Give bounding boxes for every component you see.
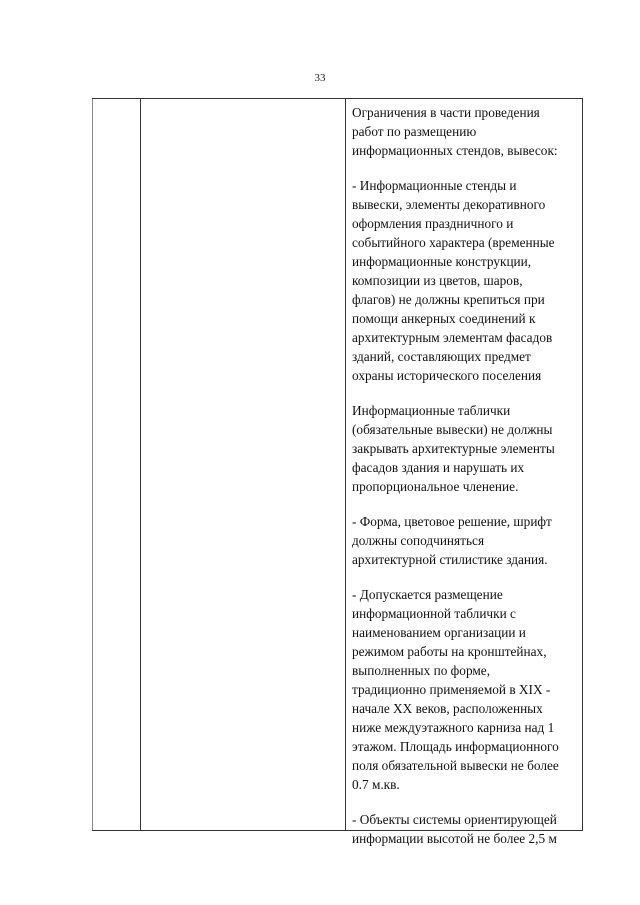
paragraph-line: информационные конструкции, (352, 254, 532, 269)
paragraph-line: архитектурным элементам фасадов (352, 330, 553, 345)
paragraph-line: традиционно применяемой в XIX - (352, 682, 551, 697)
restriction-paragraph (352, 176, 582, 385)
paragraph-line: пропорциональное членение. (352, 479, 519, 494)
paragraph-line: начале XX веков, расположенных (352, 701, 543, 716)
paragraph-line: - Форма, цветовое решение, шрифт (352, 514, 552, 529)
regulation-table (92, 98, 583, 846)
paragraph-line: флагов) не должны крепиться при (352, 292, 545, 307)
paragraph-line: зданий, составляющих предмет (352, 349, 531, 364)
paragraph-line: композиции из цветов, шаров, (352, 273, 523, 288)
paragraph-line: - Допускается размещение (352, 587, 503, 602)
paragraph-line: этажом. Площадь информационного (352, 739, 559, 754)
paragraph-line: - Информационные стенды и (352, 178, 517, 193)
paragraph-line: информационной таблички с (352, 606, 516, 621)
paragraph-line: помощи анкерных соединений к (352, 311, 536, 326)
paragraph-line: оформления праздничного и (352, 216, 514, 231)
paragraph-line: поля обязательной вывески не более (352, 758, 559, 773)
restriction-paragraph (352, 810, 582, 848)
table-border-left (92, 99, 93, 830)
restriction-paragraph (352, 401, 582, 496)
paragraph-line: закрывать архитектурные элементы (352, 441, 555, 456)
paragraph-line: охраны исторического поселения (352, 368, 542, 383)
paragraph-line: архитектурной стилистике здания. (352, 552, 548, 567)
paragraph-line: вывески, элементы декоративного (352, 197, 546, 212)
paragraph-line: выполненных по форме, (352, 663, 491, 678)
paragraph-line: (обязательные вывески) не должны (352, 422, 553, 437)
paragraph-line: Информационные таблички (352, 403, 511, 418)
restriction-paragraph (352, 103, 582, 160)
table-column-divider-2 (345, 99, 346, 830)
paragraph-line: ниже междуэтажного карниза над 1 (352, 720, 555, 735)
paragraph-line: наименованием организации и (352, 625, 526, 640)
paragraph-line: 0.7 м.кв. (352, 777, 400, 792)
table-column-divider-1 (140, 99, 141, 830)
restriction-paragraph (352, 585, 582, 794)
paragraph-line: событийного характера (временные (352, 235, 555, 250)
paragraph-line: режимом работы на кронштейнах, (352, 644, 547, 659)
paragraph-line: информационных стендов, вывесок: (352, 143, 558, 158)
paragraph-line: Ограничения в части проведения (352, 105, 540, 120)
paragraph-line: фасадов здания и нарушать их (352, 460, 525, 475)
paragraph-line: работ по размещению (352, 124, 477, 139)
paragraph-line: - Объекты системы ориентирующей (352, 812, 557, 827)
paragraph-line: должны соподчиняться (352, 533, 485, 548)
paragraph-line: информации высотой не более 2,5 м (352, 831, 557, 846)
page-number: 33 (314, 72, 326, 84)
restriction-paragraph (352, 512, 582, 569)
table-border-right (582, 99, 583, 830)
table-column-right (352, 103, 582, 864)
